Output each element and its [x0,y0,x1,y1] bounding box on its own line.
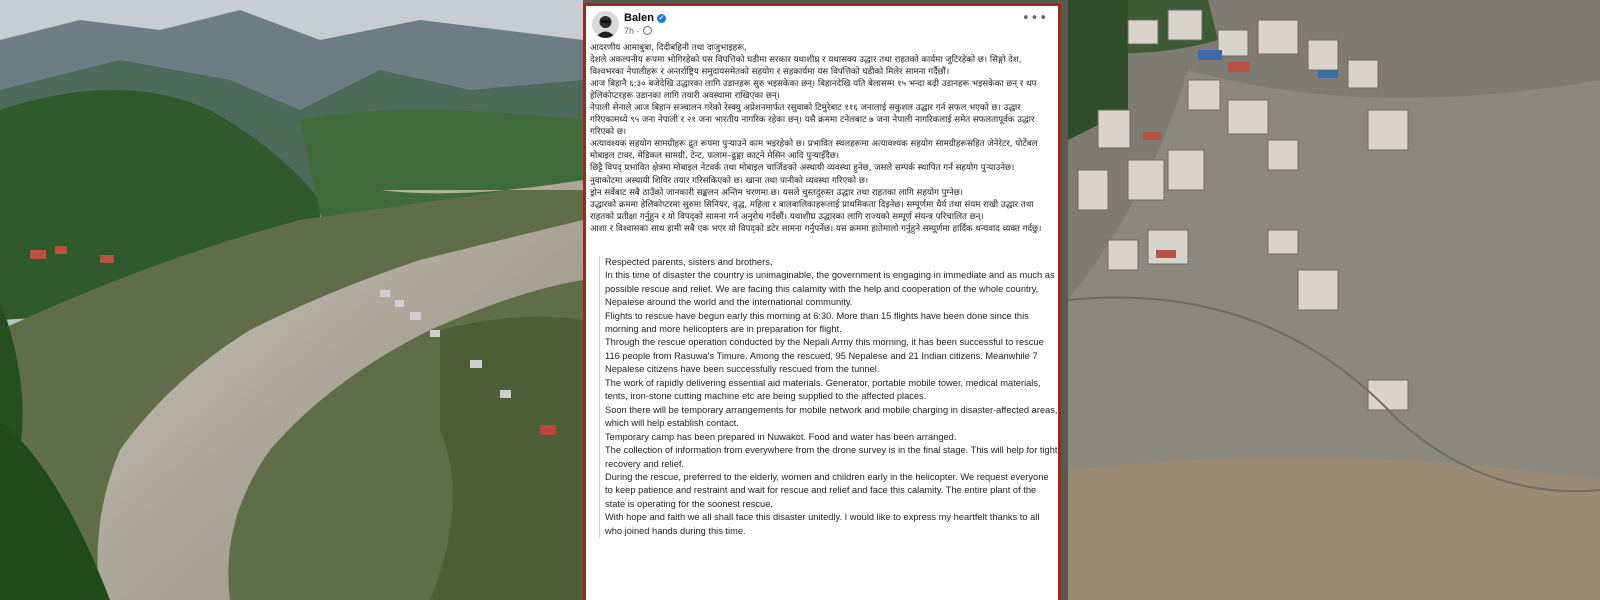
nepali-paragraph: आशा र विश्वासका साथ हामी सबै एक भएर यो विपद्को डटेर सामना गर्नुपर्नेछ। यस क्रममा हातेमालो गर्नुहुने सम्पूर्णमा हार्दिक धन्यवाद व्यक्त गर्दछु। [590,223,1042,234]
english-paragraph: During the rescue, preferred to the elderly, women and children early in the helicopter. We request everyone to keep patience and restraint and wait for rescue and relief and face this calamity. The entire plant of the state is operating for the soonest rescue. [605,472,1049,509]
post-body-nepali [586,42,1058,235]
nepali-paragraph: नुवाकोटमा अस्थायी शिविर तयार गरिसकिएको छ। खाना तथा पानीको व्यवस्था गरिएको छ। [590,175,869,186]
nepali-paragraph: आदरणीय आमाबुबा, दिदीबहिनी तथा दाजुभाइहरू, [590,43,747,53]
river-valley-photo [0,0,583,600]
author-avatar[interactable] [592,11,619,38]
nepali-paragraph: ड्रोन सर्वेबाट सबै ठाउँको जानकारी सङ्कलन अन्तिम चरणमा छ। यसले चुस्तदुरुस्त उद्धार तथा राहतका लागि सहयोग पुग्नेछ। [590,187,964,198]
author-name-text[interactable]: Balen [624,12,654,24]
english-translation [599,256,1058,539]
author-name[interactable] [624,12,666,24]
english-paragraph: Soon there will be temporary arrangements for mobile network and mobile charging in disaster-affected areas, which will help establish contact. [605,404,1058,429]
english-paragraph: The work of rapidly delivering essential aid materials. Generator, portable mobile tower, medical materials, tents, iron-stone cutting machine etc are being supplied to the affected places. [605,377,1041,402]
english-paragraph: With hope and faith we all shall face this disaster unitedly. I would like to express my heartfelt thanks to all who joined hands during this time. [605,512,1040,536]
nepali-paragraph: अत्यावश्यक सहयोग सामग्रीहरू द्रुत रूपमा पुर्‍याउने काम भइरहेको छ। प्रभावित स्थलहरूमा अत्यावश्यक सहयोग सामग्रीहरूसहित जेनेरेटर, पोर्टेबल मोबाइल टावर, मेडिकल सामग्री, टेन्ट, फलाम–ढुङ्गा काट्ने मेसिन आदि पुर्‍याइँदैछ। [590,139,1038,162]
nepali-paragraph: आज बिहानै ६:३० बजेदेखि उद्धारका लागि उडानहरू सुरु भइसकेका छन्। बिहानदेखि यति बेलासम्म १५ भन्दा बढी उडानहरू भइसकेका छन् र थप हेलिकोप्टरहरू उडानका लागि तयारी अवस्थामा राखिएका छन्। [590,79,1037,102]
post-timestamp[interactable]: 7h · [624,26,640,36]
english-paragraph: Flights to rescue have begun early this morning at 6:30. More than 15 flights have been done since this morning and more helicopters are in preparation for flight. [605,310,1029,335]
nepali-paragraph: देशले अकल्पनीय रूपमा भोगिरहेको यस विपत्तिको घडीमा सरकार यथाशीघ्र र यथासक्य उद्धार तथा राहतको कार्यमा जुटिरहेको छ। सिङ्गो देश, विश्वभरका नेपालीहरू र अन्तर्राष्ट्रिय समुदायसमेतको सहयोग र सहकार्यमा यस विपत्तिको घडीको मिलेर सामना गर्दैछौं। [590,55,1022,78]
nepali-paragraph: नेपाली सेनाले आज बिहान सञ्चालन गरेको रेस्क्यु अप्रेशनमार्फत रसुवाको टिमुरेबाट ११६ जनालाई सकुशल उद्धार गर्न सफल भएको छ। उद्धार गरिएकामध्ये ९५ जना नेपाली र २१ जना भारतीय नागरिक रहेका छन्। यसै क्रममा टनेलबाट ७ जना नेपाली नागरिकलाई समेत सफलतापूर्वक उद्धार गरिएको छ। [590,103,1035,138]
nepali-paragraph: छिट्टै विपद् प्रभावित क्षेत्रमा मोबाइल नेटवर्क तथा मोबाइल चार्जिङको अस्थायी व्यवस्था हुनेछ, जसले सम्पर्क स्थापित गर्न सहयोग पुर्‍याउनेछ। [590,163,1015,174]
english-paragraph: Temporary camp has been prepared in Nuwakot. Food and water has been arranged. [605,431,957,442]
more-options-icon[interactable]: ••• [1021,11,1048,26]
english-paragraph: In this time of disaster the country is unimaginable, the government is engaging in immediate and as much as possible rescue and relief. We are facing this calamity with the help and cooperation of the whole country, Nepalese around the world and the international community. [605,270,1055,308]
globe-icon [643,26,652,35]
post-meta [624,26,652,36]
nepali-paragraph: उद्धारको क्रममा हेलिकोप्टरमा सुरुमा सिनियर, वृद्ध, महिला र बालबालिकाहरूलाई प्राथमिकता दिइनेछ। सम्पूर्णमा धैर्य तथा संयम राखी उद्धार तथा राहतको प्रतीक्षा गर्नुहुन र यो विपद्को सामना गर्न अनुरोध गर्दछौं। यथाशीघ्र उद्धारका लागि राज्यको सम्पूर्ण संयन्त्र परिचालित छन्। [590,199,1034,222]
english-paragraph: Through the rescue operation conducted by the Nepali Army this morning, it has been successful to rescue 116 people from Rasuwa's Timure. Among the rescued, 95 Nepalese and 21 Indian citizens. Meanwhile 7 Nepalese citizens have been successfully rescued from the tunnel. [605,337,1044,375]
verified-badge-icon: ✓ [658,15,665,22]
english-paragraph: The collection of information from everywhere from the drone survey is in the final stage. This will help for tight recovery and relief. [605,445,1058,469]
post-header [586,6,1058,42]
flooded-town-photo [1068,0,1600,600]
facebook-post [583,3,1061,600]
english-paragraph: Respected parents, sisters and brothers, [605,256,773,267]
